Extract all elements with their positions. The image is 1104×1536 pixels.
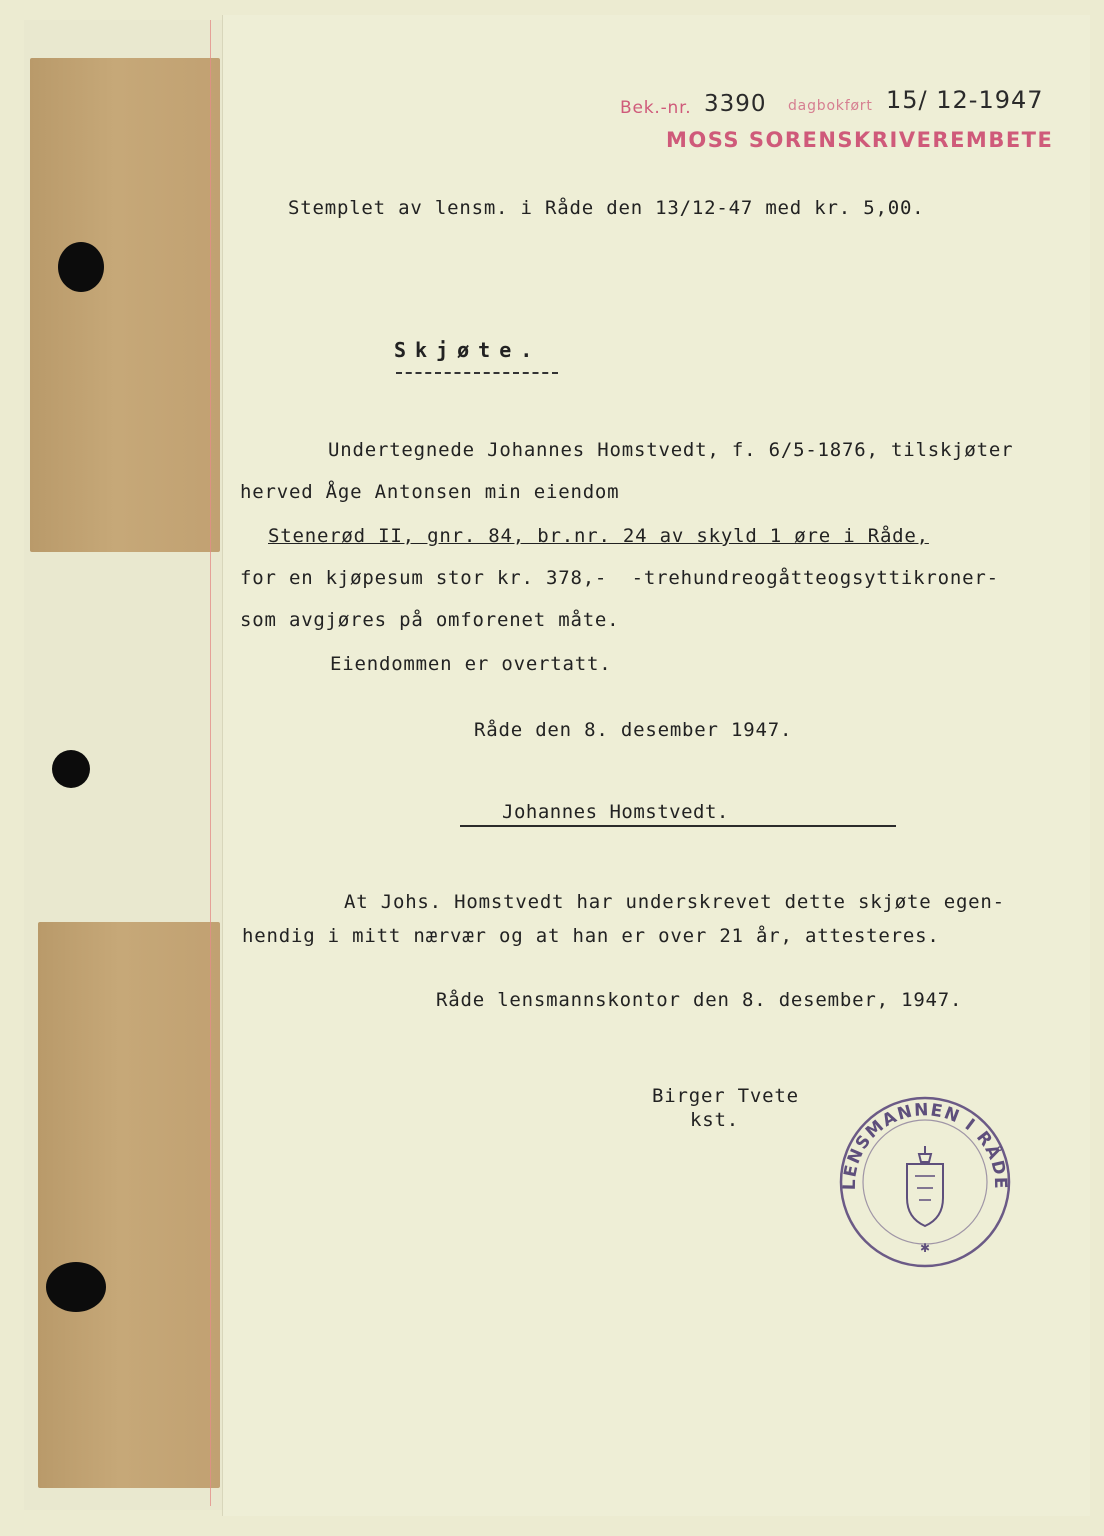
official-title: kst. xyxy=(690,1109,739,1131)
attestation-line-1: At Johs. Homstvedt har underskrevet dette skjøte egen- xyxy=(344,891,1005,913)
binding-tape-bottom xyxy=(38,922,220,1488)
document-sheet xyxy=(222,15,1090,1516)
stamp-date: 15/ 12-1947 xyxy=(886,86,1044,114)
coat-of-arms-icon xyxy=(907,1146,943,1226)
attestation-line-2: hendig i mitt nærvær og at han er over 21 år, attesteres. xyxy=(242,925,940,947)
binding-tape-top xyxy=(30,58,220,552)
punch-hole-middle xyxy=(52,750,90,788)
paragraph-line-2: herved Åge Antonsen min eiendom xyxy=(240,481,620,503)
paragraph-line-5: som avgjøres på omforenet måte. xyxy=(240,609,620,631)
punch-hole-top xyxy=(58,242,104,292)
office-place-date: Råde lensmannskontor den 8. desember, 1947. xyxy=(436,989,963,1011)
paragraph-line-6: Eiendommen er overtatt. xyxy=(330,653,612,675)
margin-rule xyxy=(210,20,211,1506)
stamp-bek-label: Bek.-nr. xyxy=(620,98,692,118)
svg-text:✱: ✱ xyxy=(919,1241,931,1255)
signature-line xyxy=(460,825,896,827)
svg-text:LENSMANNEN I RÅDE xyxy=(840,1100,1010,1190)
property-line: Stenerød II, gnr. 84, br.nr. 24 av skyld 1 øre i Råde, xyxy=(268,525,929,547)
stamp-office-name: MOSS SORENSKRIVEREMBETE xyxy=(666,128,1054,152)
title-underline xyxy=(396,372,558,374)
document-title: Skjøte. xyxy=(394,338,542,362)
stamp-dagbokfort-label: dagbokført xyxy=(788,98,873,114)
paragraph-line-1: Undertegnede Johannes Homstvedt, f. 6/5-1876, tilskjøter xyxy=(328,439,1014,461)
punch-hole-bottom xyxy=(46,1262,106,1312)
signature-name: Johannes Homstvedt. xyxy=(502,801,729,823)
paragraph-line-4: for en kjøpesum stor kr. 378,- -trehundreogåtteogsyttikroner- xyxy=(240,567,999,589)
seal-text: LENSMANNEN I RÅDE xyxy=(839,1100,1011,1191)
stamp-bek-number: 3390 xyxy=(704,91,767,117)
place-date: Råde den 8. desember 1947. xyxy=(474,719,793,741)
lensmann-seal xyxy=(835,1092,1015,1272)
official-name: Birger Tvete xyxy=(652,1085,799,1107)
stamp-note: Stemplet av lensm. i Råde den 13/12-47 med kr. 5,00. xyxy=(288,197,925,219)
